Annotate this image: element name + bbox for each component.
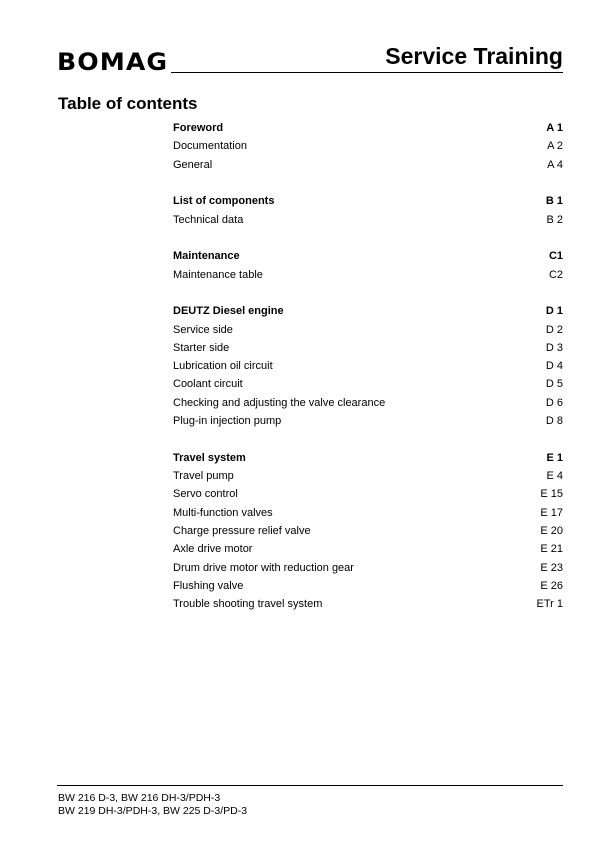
toc-section-heading[interactable] — [173, 192, 563, 210]
header-rule — [171, 72, 563, 73]
toc-entry-page: C1 — [548, 250, 563, 263]
toc-entry-page: A 2 — [547, 140, 563, 153]
toc-entry-title: Lubrication oil circuit — [173, 360, 273, 373]
toc-entry-title: Travel system — [173, 451, 246, 464]
toc-entry-page: E 26 — [540, 579, 563, 592]
toc-entry-page: D 6 — [545, 396, 563, 409]
toc-section-heading[interactable] — [173, 119, 563, 137]
toc-entry[interactable] — [173, 467, 563, 485]
toc-entry-title: Trouble shooting travel system — [173, 598, 323, 611]
toc-entry[interactable] — [173, 156, 563, 174]
toc-entry-page: A 1 — [546, 122, 563, 134]
toc-entry-title: Documentation — [173, 140, 247, 153]
footer-line-1: BW 216 D-3, BW 216 DH-3/PDH-3 — [58, 792, 221, 804]
toc-entry[interactable] — [173, 540, 563, 558]
toc-entry-page: D 2 — [545, 323, 563, 336]
toc-entry-title: Plug-in injection pump — [173, 415, 282, 428]
toc-entry-page: D 5 — [545, 378, 563, 391]
toc-entry[interactable] — [173, 357, 563, 375]
footer-rule — [57, 785, 563, 786]
toc-entry[interactable] — [173, 394, 563, 412]
toc-entry[interactable] — [173, 266, 563, 284]
toc-section-heading[interactable] — [173, 302, 563, 320]
toc-entry[interactable] — [173, 211, 563, 229]
toc-entry-title: Charge pressure relief valve — [173, 524, 311, 537]
toc-entry-title: Maintenance — [173, 250, 240, 263]
toc-entry-page: E 20 — [540, 524, 563, 537]
toc-entry[interactable] — [173, 559, 563, 577]
toc-entry-page: E 1 — [546, 451, 563, 464]
toc-entry[interactable] — [173, 595, 563, 613]
toc-entry[interactable] — [173, 137, 563, 155]
toc-entry-title: Maintenance table — [173, 268, 263, 281]
toc-entry-page: D 8 — [545, 415, 563, 428]
toc-entry-title: Checking and adjusting the valve clearance — [173, 396, 386, 409]
toc-section-heading[interactable] — [173, 449, 563, 467]
footer-line-2: BW 219 DH-3/PDH-3, BW 225 D-3/PD-3 — [58, 805, 248, 817]
toc-entry[interactable] — [173, 412, 563, 430]
toc-entry-title: Starter side — [173, 341, 230, 354]
toc-section — [173, 192, 563, 229]
toc-entry-page: E 15 — [540, 488, 563, 501]
toc-entry[interactable] — [173, 485, 563, 503]
toc-entry-title: List of components — [173, 195, 275, 208]
toc-entry-title: Drum drive motor with reduction gear — [173, 561, 354, 574]
toc-entry-title: Coolant circuit — [173, 378, 243, 391]
toc-entry[interactable] — [173, 339, 563, 357]
toc-entry-title: Technical data — [173, 213, 244, 226]
toc-entry-title: DEUTZ Diesel engine — [173, 305, 284, 318]
toc-entry-page: ETr 1 — [536, 598, 563, 611]
toc-entry-page: D 1 — [545, 305, 563, 318]
toc-entry-title: Axle drive motor — [173, 543, 253, 556]
toc-entry-title: Travel pump — [173, 470, 234, 483]
page-footer — [58, 792, 247, 818]
toc-entry-page: E 4 — [546, 470, 563, 483]
toc-entry-page: D 3 — [545, 341, 563, 354]
toc-entry[interactable] — [173, 522, 563, 540]
toc-entry-title: Foreword — [173, 122, 224, 134]
toc-entry-page: B 2 — [546, 213, 563, 226]
toc-entry-title: Servo control — [173, 488, 238, 501]
toc-entry-page: E 21 — [540, 543, 563, 556]
bomag-logo: BOMAG — [57, 48, 169, 76]
toc-section — [173, 302, 563, 430]
toc-heading: Table of contents — [58, 94, 198, 113]
toc-section — [173, 119, 563, 174]
page-header — [57, 38, 563, 74]
toc-entry-title: Flushing valve — [173, 579, 244, 592]
toc-entry-page: A 4 — [547, 158, 563, 171]
toc-entry[interactable] — [173, 504, 563, 522]
table-of-contents — [173, 119, 563, 632]
toc-entry[interactable] — [173, 577, 563, 595]
toc-entry-page: E 23 — [540, 561, 563, 574]
toc-entry[interactable] — [173, 375, 563, 393]
toc-entry-page: B 1 — [545, 195, 563, 208]
toc-section-heading[interactable] — [173, 247, 563, 265]
toc-entry-title: Service side — [173, 323, 233, 336]
toc-entry-page: D 4 — [545, 360, 563, 373]
toc-entry-title: Multi-function valves — [173, 506, 273, 519]
toc-section — [173, 449, 563, 614]
toc-section — [173, 247, 563, 284]
toc-entry-page: C2 — [548, 268, 563, 281]
toc-entry-title: General — [173, 158, 213, 171]
toc-entry[interactable] — [173, 321, 563, 339]
toc-entry-page: E 17 — [540, 506, 563, 519]
header-title: Service Training — [385, 43, 563, 69]
